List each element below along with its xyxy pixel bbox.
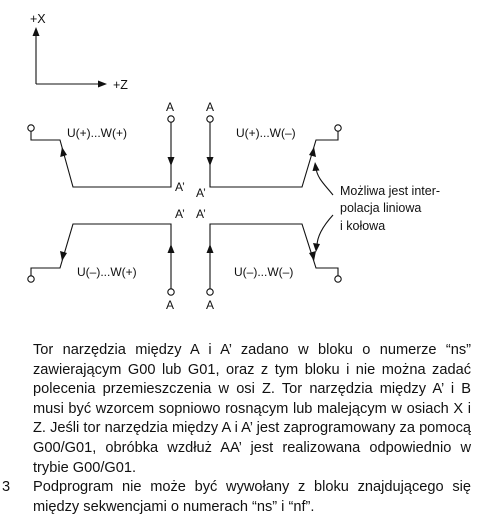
label-a-prime-bottom-right: A’	[196, 207, 206, 221]
endpoint-marker	[28, 125, 34, 131]
direction-arrow-icon	[60, 251, 67, 261]
quadrant-label-top-right: U(+)...W(–)	[236, 126, 296, 140]
direction-arrow-icon	[309, 147, 316, 157]
x-axis-arrow-icon	[33, 27, 40, 36]
quadrant-label-bottom-left: U(–)...W(+)	[77, 265, 137, 279]
direction-arrow-icon	[60, 147, 67, 157]
axes	[30, 12, 128, 92]
toolpath-description-paragraph: Tor narzędzia między A i A’ zadano w bloku o numerze “ns” zawierającym G00 lub G01, oraz z tym bloku i nie można zadać polecenia przemieszczenia w osi Z. Tor narzędzia między A’ i B musi być wzorcem sopniowo rosnącym lub malejącym w osiach X i Z. Jeśli tor narzędzia między A i A’ jest zaprogramowany za pomocą G00/G01, obróbka wzdłuż AA’ jest realizowana odpowiednio w trybie G00/G01.	[33, 342, 471, 476]
annotation-pointers	[313, 162, 334, 252]
direction-arrow-icon	[207, 157, 214, 166]
toolpath-bottom-right	[207, 224, 342, 295]
label-a-prime-top-right: A’	[196, 186, 206, 200]
pointer-line-upper	[316, 168, 333, 195]
label-a-prime-top-left: A’	[175, 180, 185, 194]
x-axis-label: +X	[30, 12, 46, 26]
point-a-marker	[207, 289, 213, 295]
pointer-arrow-icon	[313, 243, 320, 252]
endpoint-marker	[335, 276, 341, 282]
note-line-1: Możliwa jest inter-	[340, 184, 441, 198]
pointer-arrow-icon	[313, 162, 320, 171]
z-axis-arrow-icon	[98, 81, 107, 88]
endpoint-marker	[28, 276, 34, 282]
label-a-bottom-left: A	[166, 298, 175, 312]
list-item-number: 3	[2, 479, 11, 496]
toolpath-bottom-left	[28, 224, 175, 295]
endpoint-marker	[335, 125, 341, 131]
direction-arrow-icon	[168, 244, 175, 253]
direction-arrow-icon	[309, 251, 316, 261]
direction-arrow-icon	[207, 244, 214, 253]
quadrant-label-bottom-right: U(–)...W(–)	[234, 265, 294, 279]
toolpath-line	[31, 224, 171, 289]
note-line-3: i kołowa	[340, 219, 386, 233]
point-a-marker	[168, 289, 174, 295]
list-item-text: Podprogram nie może być wywołany z bloku znajdującego się między sekwencjami o numerach “ns” i “nf”.	[33, 479, 471, 515]
toolpath-line	[210, 224, 338, 289]
pointer-line-lower	[317, 215, 333, 246]
label-a-top-left: A	[166, 100, 175, 114]
label-a-top-right: A	[206, 100, 215, 114]
point-a-marker	[207, 116, 213, 122]
quadrant-label-top-left: U(+)...W(+)	[67, 126, 127, 140]
label-a-prime-bottom-left: A’	[175, 207, 185, 221]
description-text	[0, 341, 479, 517]
note-line-2: polacja liniowa	[340, 201, 422, 215]
list-item	[0, 478, 471, 517]
direction-arrow-icon	[168, 157, 175, 166]
label-a-bottom-right: A	[206, 298, 215, 312]
point-a-marker	[168, 116, 174, 122]
z-axis-label: +Z	[113, 78, 128, 92]
